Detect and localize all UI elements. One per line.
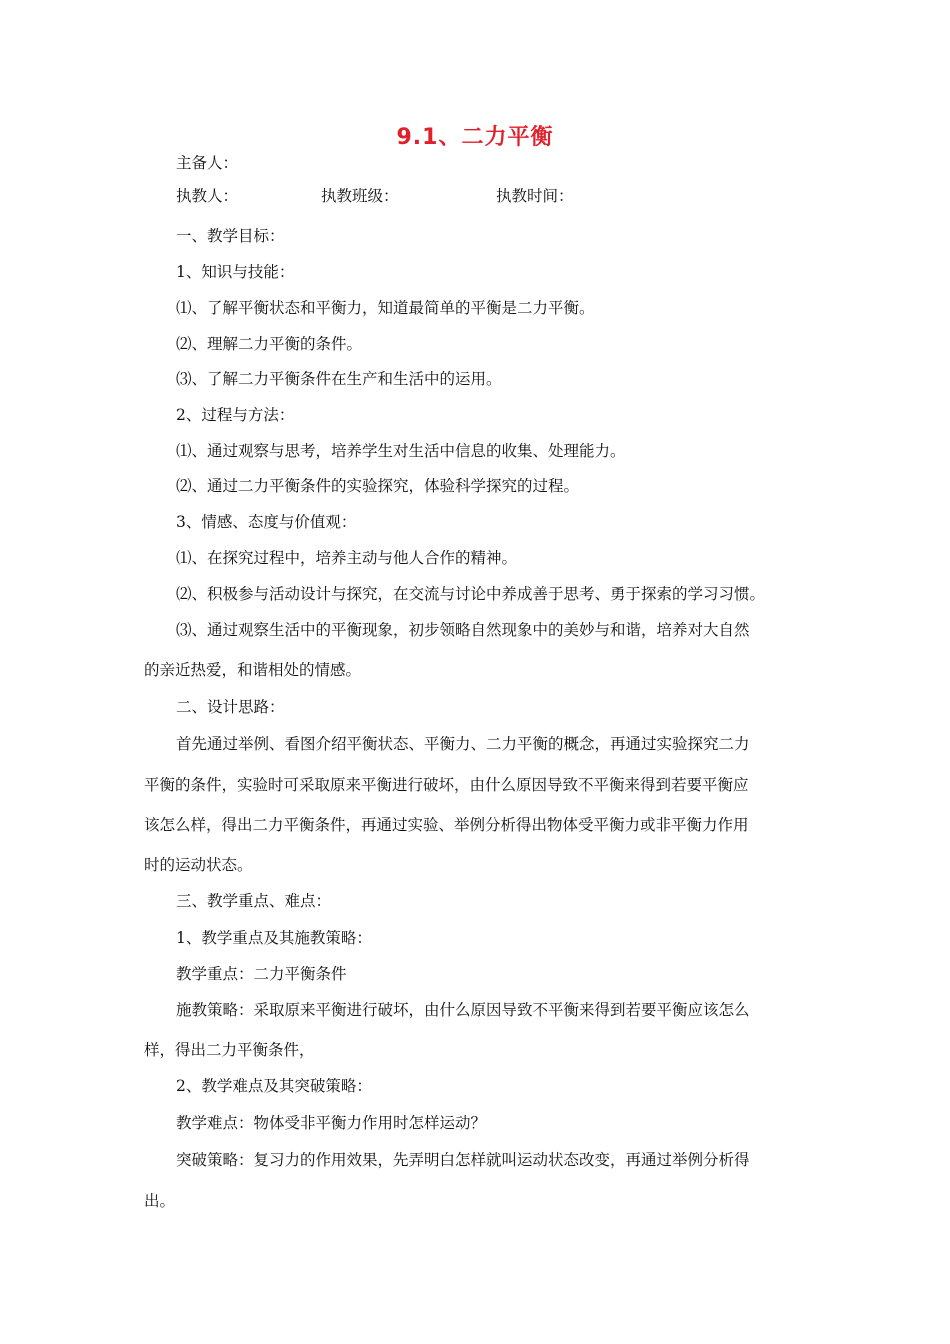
text-line: 出。	[144, 1192, 176, 1210]
text-line: 首先通过举例、看图介绍平衡状态、平衡力、二力平衡的概念，再通过实验探究二力	[176, 735, 750, 753]
text-line: ⑴、了解平衡状态和平衡力，知道最简单的平衡是二力平衡。	[176, 299, 595, 317]
text-line: ⑵、通过二力平衡条件的实验探究，体验科学探究的过程。	[176, 477, 580, 495]
text-line: 的亲近热爱，和谐相处的情感。	[144, 661, 362, 679]
text-line: 教学难点：物体受非平衡力作用时怎样运动？	[176, 1114, 487, 1132]
text-line: ⑶、了解二力平衡条件在生产和生活中的运用。	[176, 370, 502, 388]
main-preparer-label: 主备人：	[176, 154, 239, 172]
text-line: ⑵、理解二力平衡的条件。	[176, 335, 363, 353]
teacher-label: 执教人：	[176, 187, 239, 205]
text-line: ⑵、积极参与活动设计与探究，在交流与讨论中养成善于思考、勇于探索的学习习惯。	[176, 585, 766, 603]
section-heading-design: 二、设计思路：	[176, 698, 285, 716]
text-line: 教学重点：二力平衡条件	[176, 965, 347, 983]
subheading-process-method: 2、过程与方法：	[176, 406, 295, 424]
text-line: 时的运动状态。	[144, 856, 253, 874]
text-line: ⑴、通过观察与思考，培养学生对生活中信息的收集、处理能力。	[176, 442, 626, 460]
text-line: 样，得出二力平衡条件，	[144, 1041, 315, 1059]
text-line: 平衡的条件，实验时可采取原来平衡进行破坏，由什么原因导致不平衡来得到若要平衡应	[144, 776, 749, 794]
text-line: ⑴、在探究过程中，培养主动与他人合作的精神。	[176, 549, 518, 567]
text-line: ⑶、通过观察生活中的平衡现象，初步领略自然现象中的美妙与和谐，培养对大自然	[176, 621, 750, 639]
text-line: 施教策略：采取原来平衡进行破坏，由什么原因导致不平衡来得到若要平衡应该怎么	[176, 1001, 750, 1019]
section-heading-objectives: 一、教学目标：	[176, 227, 285, 245]
subheading-knowledge-skills: 1、知识与技能：	[176, 263, 295, 281]
subheading-key-point-strategy: 1、教学重点及其施教策略：	[176, 929, 372, 947]
subheading-difficulty-strategy: 2、教学难点及其突破策略：	[176, 1077, 372, 1095]
class-label: 执教班级：	[321, 187, 399, 205]
section-heading-key-points: 三、教学重点、难点：	[176, 892, 332, 910]
time-label: 执教时间：	[496, 187, 574, 205]
text-line: 突破策略：复习力的作用效果，先弄明白怎样就叫运动状态改变，再通过举例分析得	[176, 1151, 750, 1169]
document-title: 9.1、二力平衡	[396, 125, 554, 150]
text-line: 该怎么样，得出二力平衡条件，再通过实验、举例分析得出物体受平衡力或非平衡力作用	[144, 816, 749, 834]
subheading-emotion-values: 3、情感、态度与价值观：	[176, 513, 357, 531]
